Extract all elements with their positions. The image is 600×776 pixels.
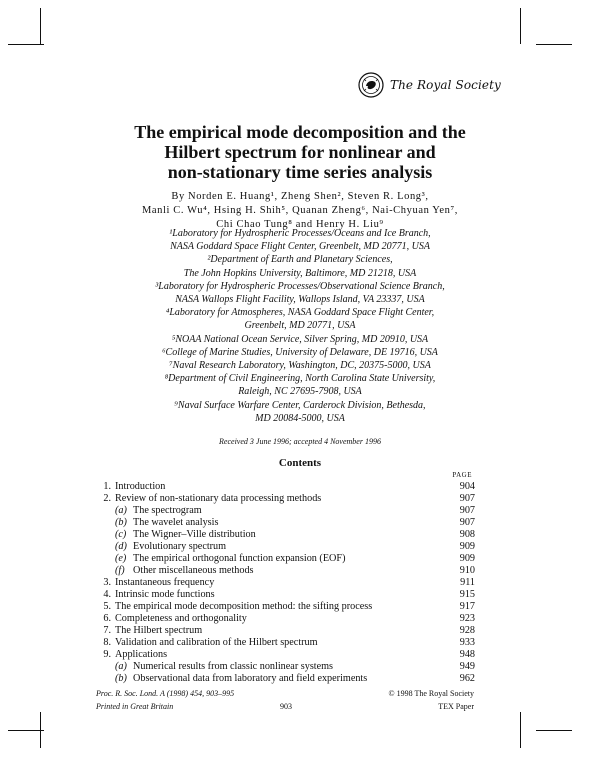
- logo-text: The Royal Society: [390, 78, 501, 92]
- toc-title: Numerical results from classic nonlinear systems: [133, 661, 334, 672]
- toc-page: 949: [459, 661, 475, 672]
- toc-page: 907: [459, 493, 475, 504]
- toc-page: 908: [459, 529, 475, 540]
- toc-number: 7.: [103, 625, 111, 636]
- affiliation-line: NASA Wallops Flight Facility, Wallops Island, VA 23337, USA: [175, 294, 425, 306]
- toc-entry[interactable]: [97, 625, 475, 637]
- toc-entry[interactable]: [97, 589, 475, 601]
- table-of-contents: [97, 481, 475, 685]
- affiliation-line: ³Laboratory for Hydrospheric Processes/Observational Science Branch,: [155, 280, 445, 292]
- page-column-label: PAGE: [452, 471, 472, 479]
- title-line: Hilbert spectrum for nonlinear and: [164, 142, 436, 162]
- toc-entry[interactable]: [97, 493, 475, 505]
- publisher-logo: [358, 72, 501, 98]
- toc-page: 948: [459, 649, 475, 660]
- toc-title: Validation and calibration of the Hilbert spectrum: [115, 637, 318, 648]
- toc-title: Review of non-stationary data processing methods: [115, 493, 322, 504]
- toc-subentry[interactable]: [97, 505, 475, 517]
- toc-title: Intrinsic mode functions: [115, 589, 215, 600]
- page-number: 903: [280, 702, 292, 711]
- crop-mark: [520, 8, 521, 44]
- toc-subentry[interactable]: [97, 565, 475, 577]
- affiliation-line: ¹Laboratory for Hydrospheric Processes/Oceans and Ice Branch,: [169, 228, 431, 239]
- toc-page: 915: [459, 589, 475, 600]
- toc-title: Applications: [115, 649, 168, 660]
- toc-number: 1.: [103, 481, 111, 492]
- affiliation-line: Raleigh, NC 27695-7908, USA: [238, 386, 362, 398]
- crop-mark: [8, 44, 44, 45]
- toc-sub-label: (b): [115, 673, 127, 684]
- crop-mark: [536, 730, 572, 731]
- toc-page: 933: [459, 637, 475, 648]
- author-list: [80, 190, 520, 232]
- toc-sub-label: (c): [115, 529, 127, 540]
- contents-heading: Contents: [278, 457, 322, 469]
- affiliation-line: The John Hopkins University, Baltimore, MD 21218, USA: [183, 267, 417, 279]
- royal-society-seal-icon: [358, 72, 384, 98]
- printed-in: Printed in Great Britain: [96, 702, 174, 711]
- author-line: By Norden E. Huang¹, Zheng Shen², Steven R. Long³,: [171, 191, 429, 202]
- toc-title: The Hilbert spectrum: [115, 625, 203, 636]
- toc-number: 3.: [103, 577, 111, 588]
- toc-subentry[interactable]: [97, 529, 475, 541]
- toc-subentry[interactable]: [97, 661, 475, 673]
- toc-number: 4.: [103, 589, 111, 600]
- toc-page: 928: [459, 625, 475, 636]
- tex-paper-mark: TEX Paper: [438, 702, 474, 711]
- crop-mark: [8, 730, 44, 731]
- toc-entry[interactable]: [97, 481, 475, 493]
- toc-page: 907: [459, 517, 475, 528]
- toc-number: 6.: [103, 613, 111, 624]
- toc-subentry[interactable]: [97, 517, 475, 529]
- toc-subentry[interactable]: [97, 673, 475, 685]
- toc-title: Other miscellaneous methods: [133, 565, 254, 576]
- toc-entry[interactable]: [97, 577, 475, 589]
- toc-title: Evolutionary spectrum: [133, 541, 227, 552]
- toc-title: The empirical mode decomposition method: the sifting process: [115, 601, 373, 612]
- toc-entry[interactable]: [97, 601, 475, 613]
- author-line: Manli C. Wu⁴, Hsing H. Shih⁵, Quanan Zheng⁶, Nai-Chyuan Yen⁷,: [141, 205, 459, 216]
- affiliation-line: ⁹Naval Surface Warfare Center, Carderock Division, Bethesda,: [174, 399, 426, 411]
- toc-title: Instantaneous frequency: [115, 577, 215, 588]
- crop-mark: [520, 712, 521, 748]
- toc-title: Observational data from laboratory and field experiments: [133, 673, 368, 684]
- toc-title: Completeness and orthogonality: [115, 613, 247, 624]
- toc-entry[interactable]: [97, 613, 475, 625]
- affiliation-line: ⁵NOAA National Ocean Service, Silver Spring, MD 20910, USA: [171, 333, 429, 345]
- affiliation-line: ⁴Laboratory for Atmospheres, NASA Goddard Space Flight Center,: [165, 307, 435, 319]
- toc-number: 5.: [103, 601, 111, 612]
- affiliations: [80, 227, 520, 425]
- toc-page: 962: [459, 673, 475, 684]
- toc-title: The wavelet analysis: [133, 517, 219, 528]
- toc-page: 911: [460, 577, 475, 588]
- toc-sub-label: (a): [115, 505, 127, 516]
- toc-subentry[interactable]: [97, 541, 475, 553]
- affiliation-line: ⁷Naval Research Laboratory, Washington, DC, 20375-5000, USA: [169, 360, 431, 372]
- toc-sub-label: (b): [115, 517, 127, 528]
- toc-page: 909: [459, 553, 475, 564]
- toc-title: The Wigner–Ville distribution: [133, 529, 256, 540]
- paper-title: [80, 122, 520, 182]
- toc-sub-label: (e): [115, 553, 127, 564]
- toc-page: 923: [459, 613, 475, 624]
- toc-subentry[interactable]: [97, 553, 475, 565]
- toc-number: 2.: [103, 493, 111, 504]
- toc-title: Introduction: [115, 481, 166, 492]
- title-line: non-stationary time series analysis: [167, 162, 433, 182]
- toc-sub-label: (a): [115, 661, 127, 672]
- toc-page: 909: [459, 541, 475, 552]
- author-line: Chi Chao Tung⁸ and Henry H. Liu⁹: [216, 219, 384, 230]
- copyright: © 1998 The Royal Society: [388, 689, 474, 698]
- toc-page: 907: [459, 505, 475, 516]
- received-date: Received 3 June 1996; accepted 4 November 1996: [219, 437, 381, 446]
- toc-page: 904: [459, 481, 475, 492]
- toc-sub-label: (f): [115, 565, 125, 576]
- title-line: The empirical mode decomposition and the: [134, 122, 466, 142]
- affiliation-line: MD 20084-5000, USA: [255, 412, 345, 424]
- affiliation-line: ²Department of Earth and Planetary Sciences,: [207, 254, 393, 266]
- journal-citation: Proc. R. Soc. Lond. A (1998) 454, 903–995: [96, 689, 235, 698]
- affiliation-line: ⁸Department of Civil Engineering, North Carolina State University,: [164, 373, 436, 385]
- toc-page: 910: [459, 565, 475, 576]
- affiliation-line: ⁶College of Marine Studies, University of Delaware, DE 19716, USA: [162, 346, 438, 358]
- crop-mark: [536, 44, 572, 45]
- affiliation-line: NASA Goddard Space Flight Center, Greenbelt, MD 20771, USA: [170, 241, 430, 253]
- crop-mark: [40, 8, 41, 44]
- toc-entry[interactable]: [97, 637, 475, 649]
- affiliation-line: Greenbelt, MD 20771, USA: [244, 320, 356, 332]
- toc-entry[interactable]: [97, 649, 475, 661]
- toc-page: 917: [459, 601, 475, 612]
- toc-sub-label: (d): [115, 541, 127, 552]
- toc-number: 8.: [103, 637, 111, 648]
- toc-number: 9.: [103, 649, 111, 660]
- toc-title: The spectrogram: [133, 505, 202, 516]
- toc-title: The empirical orthogonal function expansion (EOF): [133, 553, 346, 564]
